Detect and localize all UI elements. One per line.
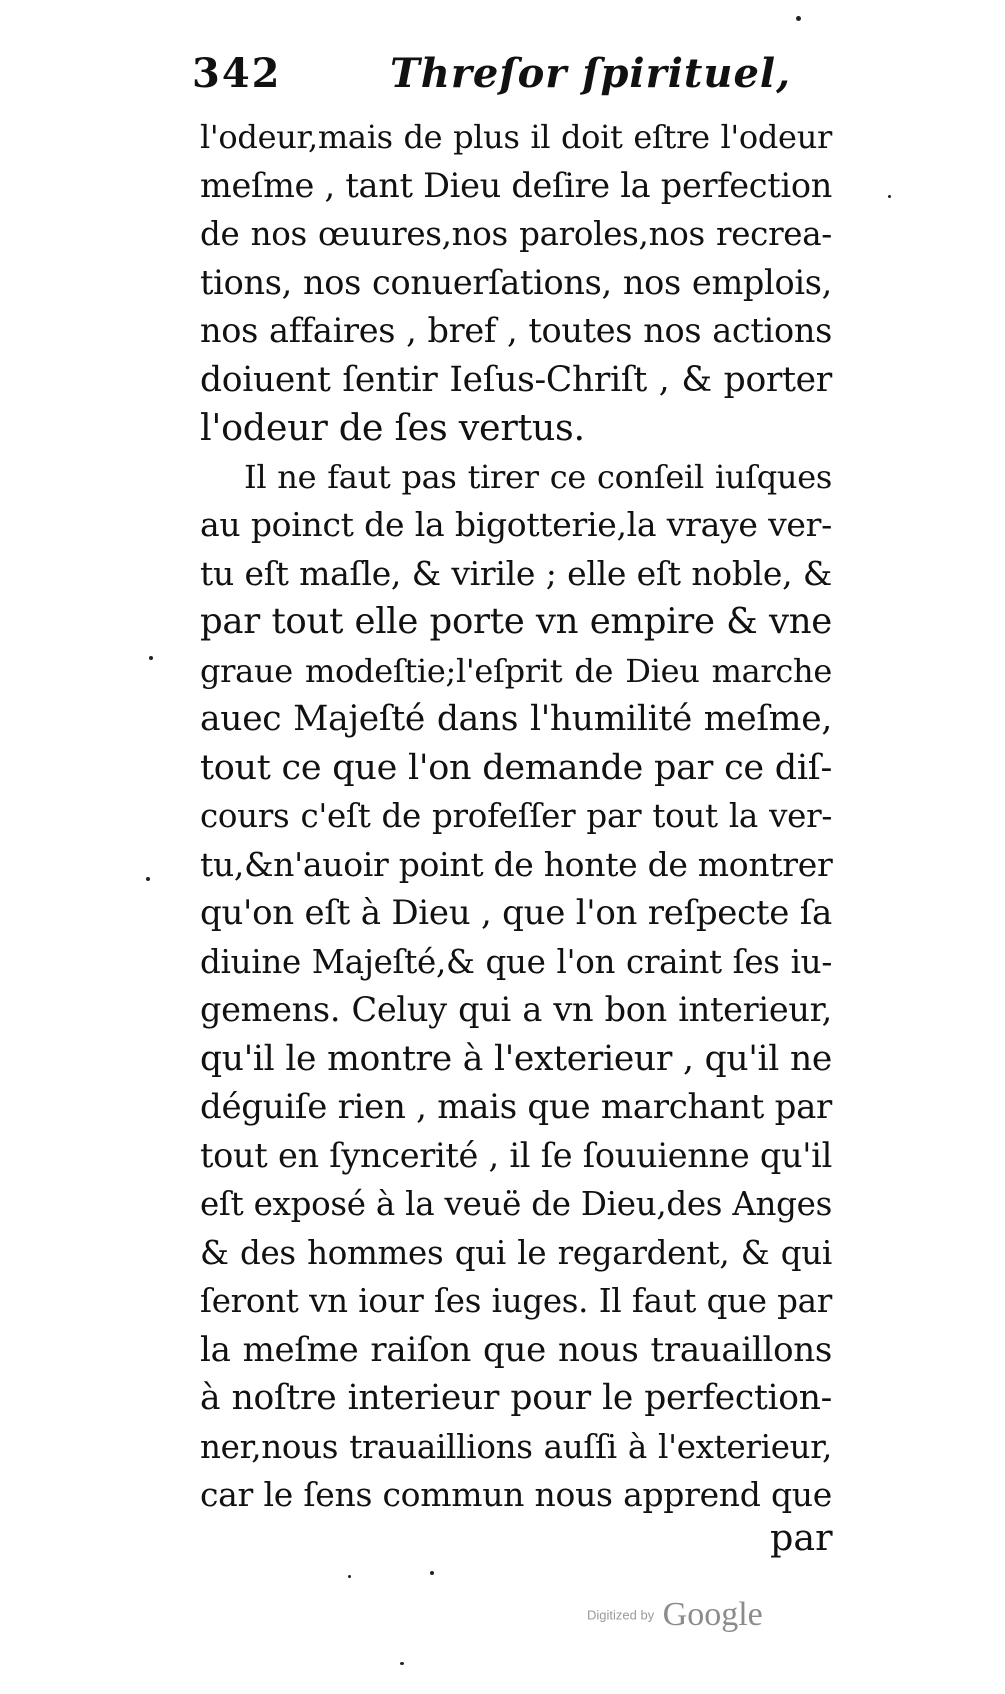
text-line: l'odeur,mais de plus il doit eſtre l'odeur (200, 118, 832, 156)
text-line: au poinct de la bigotterie,la vraye ver- (200, 505, 832, 544)
text-line: diuine Majeſté,& que l'on craint ſes iu- (200, 942, 832, 981)
text-line: tu eſt maſle, & virile ; elle eſt noble, & (200, 553, 832, 593)
text-line: de nos œuures,nos paroles,nos recrea- (200, 215, 832, 253)
text-line: tout en ſyncerité , il ſe ſouuienne qu'il (200, 1135, 832, 1175)
ink-speck (430, 1571, 434, 1575)
digitized-by-watermark (587, 1596, 763, 1644)
ink-speck (348, 1575, 351, 1578)
text-line: nos affaires , bref , toutes nos actions (200, 311, 832, 350)
text-line: tout ce que l'on demande par ce diſ- (200, 747, 832, 788)
ink-speck (888, 195, 891, 198)
catchword: par (770, 1516, 833, 1559)
page-number: 342 (192, 50, 282, 97)
text-line: tions, nos conuerſations, nos emplois, (200, 262, 832, 302)
paragraph-first-line: Il ne faut pas tirer ce conſeil iuſques (244, 457, 832, 496)
text-line: eſt exposé à la veuë de Dieu,des Anges (200, 1185, 832, 1223)
text-line: tu,&n'auoir point de honte de montrer (200, 844, 833, 884)
text-line: auec Majeſté dans l'humilité meſme, (200, 699, 832, 739)
text-line: déguiſe rien , mais que marchant par (200, 1087, 832, 1127)
body-text (200, 113, 832, 1513)
google-logo: Google (662, 1596, 763, 1633)
text-line: ſeront vn iour ſes iuges. Il faut que par (200, 1282, 832, 1320)
text-line: qu'on eſt à Dieu , que l'on reſpecte ſa (200, 893, 832, 933)
ink-speck (149, 656, 153, 660)
text-line: gemens. Celuy qui a vn bon interieur, (200, 990, 832, 1029)
text-line: ner,nous trauaillions auſſi à l'exterieur, (200, 1427, 832, 1466)
ink-speck (146, 877, 150, 881)
ink-speck (796, 16, 801, 21)
text-line: doiuent ſentir Ieſus-Chriſt , & porter (200, 359, 832, 400)
text-line: graue modeſtie;l'eſprit de Dieu marche (200, 651, 832, 690)
text-line: l'odeur de ſes vertus. (200, 406, 585, 449)
text-line: cours c'eſt de profeſſer par tout la ver- (200, 797, 832, 835)
text-line: par tout elle porte vn empire & vne (200, 601, 832, 642)
text-line: & des hommes qui le regardent, & qui (200, 1233, 832, 1272)
text-line: car le ſens commun nous apprend que (200, 1475, 832, 1514)
text-line: la meſme raiſon que nous trauaillons (200, 1329, 832, 1370)
text-line: meſme , tant Dieu deſire la perfection (200, 165, 832, 205)
text-line: à noſtre interieur pour le perfection- (200, 1378, 832, 1418)
ink-speck (400, 1662, 404, 1665)
text-line: qu'il le montre à l'exterieur , qu'il ne (200, 1038, 832, 1079)
running-head: Threſor ſpirituel, (390, 50, 792, 97)
digitized-by-label: Digitized by (587, 1607, 655, 1623)
page-header (192, 44, 832, 104)
